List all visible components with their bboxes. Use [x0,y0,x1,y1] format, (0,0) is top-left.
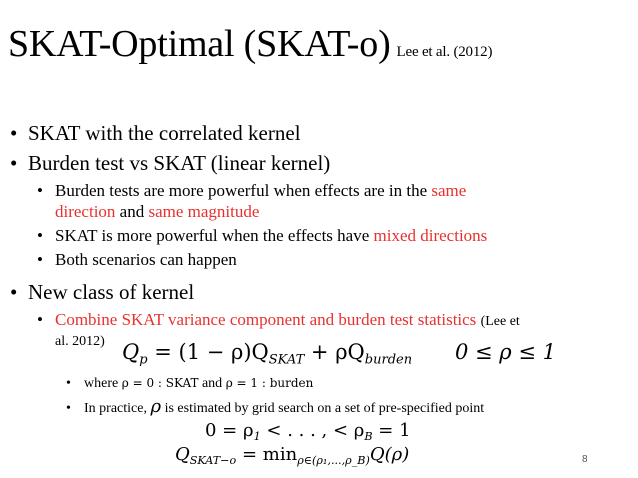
slide-title [8,22,492,74]
bullet-3-text: New class of kernel [28,280,195,304]
grid-b-sub: B [364,429,373,443]
bullet-dot: • [10,151,18,175]
where-text: where [84,376,119,391]
bullet-2-3 [37,249,237,270]
bullet-2-2 [37,225,487,246]
bullet-3 [10,279,194,305]
bullet-dot: • [37,250,43,269]
bullet-2-1-and: and [119,202,145,221]
bullet-dot: • [37,310,43,329]
page-number: 8 [582,454,588,465]
bullet-3-1-cite-cont: al. 2012) [55,334,105,349]
equation-grid [205,420,411,443]
bullet-dot: • [10,121,18,145]
highlight-mixed-directions: mixed directions [373,226,488,245]
eq-min: = min [236,444,298,465]
highlight-direction: direction [55,202,116,221]
equation-qp [122,340,412,368]
bullet-2-1-cont [55,201,259,222]
equation-rho-range: 0 ≤ ρ ≤ 1 [455,340,556,364]
eq-qo: Q [175,444,190,465]
bullet-2-text: Burden test vs SKAT (linear kernel) [28,151,331,175]
in-practice-text: In practice, [84,401,147,416]
bullet-2-2-text: SKAT is more powerful when the effects have [55,226,370,245]
equation-skat-o [175,444,409,467]
bullet-2-1-text: Burden tests are more powerful when effects are in the [55,181,428,200]
eq-q: Q [122,340,140,364]
bullet-2-1 [37,180,466,201]
bullet-dot: • [66,401,71,416]
grid-a: 0 = ρ [205,420,254,441]
eq-mid2: + ρQ [304,340,365,364]
eq-min-sub: ρ∈(ρ₁,...,ρ_B) [297,453,370,467]
rho-zero-skat: ρ = 0 : SKAT [121,376,199,390]
eq-sub-burden: burden [364,352,413,368]
rho-one-burden: ρ = 1 : burden [225,376,314,390]
bullet-where [66,374,313,393]
eq-q-rho: Q(ρ) [369,444,410,465]
bullet-1 [10,120,301,146]
rho-symbol: ρ [150,396,162,417]
bullet-dot: • [37,181,43,200]
eq-sub-p: p [139,352,148,368]
highlight-same: same [431,181,467,200]
bullet-dot: • [37,226,43,245]
bullet-dot: • [66,376,71,391]
eq-mid: = (1 − ρ)Q [147,340,269,364]
bullet-2-3-text: Both scenarios can happen [55,250,237,269]
bullet-in-practice [66,398,484,418]
bullet-dot: • [10,280,18,304]
bullet-1-text: SKAT with the correlated kernel [28,121,301,145]
title-text: SKAT-Optimal (SKAT-o) [8,23,391,65]
bullet-3-1-text: Combine SKAT variance component and burden test statistics [55,310,477,329]
bullet-2 [10,150,330,176]
in-practice-rest: is estimated by grid search on a set of pre-specified point [164,401,485,416]
and-text: and [201,376,223,391]
title-citation: Lee et al. (2012) [396,44,493,60]
eq-qo-sub: SKAT−o [189,453,237,467]
grid-b: < . . . , < ρ [260,420,365,441]
eq-sub-skat: SKAT [268,352,305,368]
grid-a-sub: 1 [253,429,261,443]
bullet-3-1-citation: (Lee et [480,314,520,329]
bullet-3-1 [37,309,520,331]
grid-c: = 1 [372,420,411,441]
highlight-same-magnitude: same magnitude [148,202,260,221]
